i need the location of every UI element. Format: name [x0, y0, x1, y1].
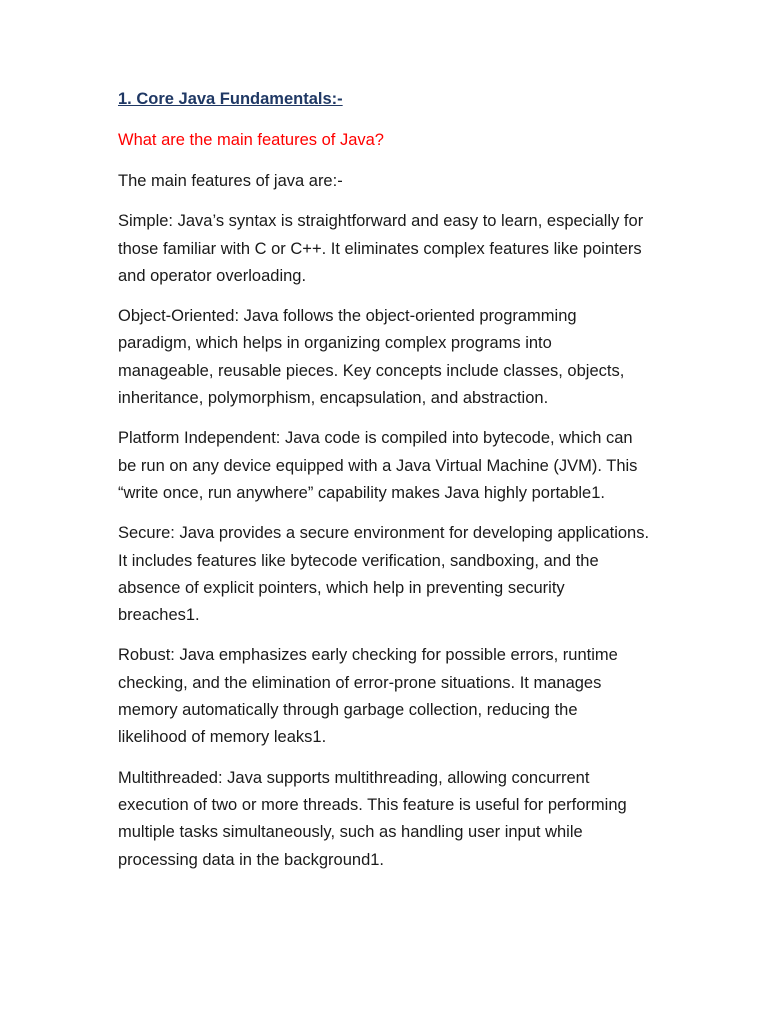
intro-paragraph: The main features of java are:-: [118, 172, 343, 190]
feature-paragraph-secure: Secure: Java provides a secure environment for developing applications. It includes features like bytecode verification, sandboxing, and the absence of explicit pointers, which help in preventing security breaches1.: [118, 524, 650, 625]
feature-paragraph-multithreaded: Multithreaded: Java supports multithreading, allowing concurrent execution of two or more threads. This feature is useful for performing multiple tasks simultaneously, such as handling user input while processing data in the background1.: [118, 768, 627, 869]
section-heading: 1. Core Java Fundamentals:-: [118, 90, 343, 108]
question-text: What are the main features of Java?: [118, 131, 384, 149]
feature-paragraph-simple: Simple: Java’s syntax is straightforward and easy to learn, especially for those familiar with C or C++. It eliminates complex features like pointers and operator overloading.: [118, 212, 644, 285]
document-page: [118, 86, 650, 887]
feature-paragraph-robust: Robust: Java emphasizes early checking for possible errors, runtime checking, and the elimination of error-prone situations. It manages memory automatically through garbage collection, reducing the likelihood of memory leaks1.: [118, 646, 618, 747]
feature-paragraph-object-oriented: Object-Oriented: Java follows the object-oriented programming paradigm, which helps in organizing complex programs into manageable, reusable pieces. Key concepts include classes, objects, inheritance, polymorphism, encapsulation, and abstraction.: [118, 307, 625, 408]
feature-paragraph-platform-independent: Platform Independent: Java code is compiled into bytecode, which can be run on any device equipped with a Java Virtual Machine (JVM). This “write once, run anywhere” capability makes Java highly portable1.: [118, 429, 638, 502]
